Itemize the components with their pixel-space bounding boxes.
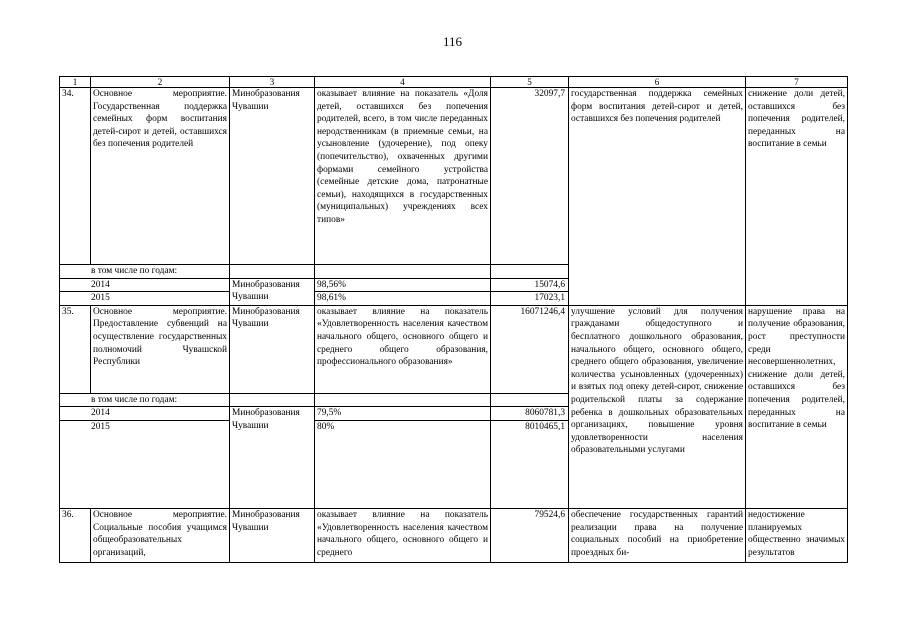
risk: снижение доли детей, оставшихся без попечения родителей, переданных на воспитание в семьи [746, 88, 848, 306]
indicator: оказывает влияние на показатель «Удовлетворенность населения качеством начального общего, основного общего и среднего [315, 508, 491, 562]
amount: 16071246,4 [491, 305, 569, 393]
col-header: 3 [230, 77, 315, 88]
expected-result: обеспечение государственных гарантий реализации права на получение социальных пособий на приобретение проездных би- [569, 508, 746, 562]
row-number: 34. [60, 88, 91, 265]
table-row [60, 305, 848, 393]
amount: 17023,1 [491, 292, 569, 306]
measures-table [59, 76, 848, 563]
risk: недостижение планируемых общественно значимых результатов [746, 508, 848, 562]
col-header: 4 [315, 77, 491, 88]
row-number: 35. [60, 305, 91, 393]
indicator-value: 98,56% [315, 278, 491, 292]
expected-result: государственная поддержка семейных форм воспитания детей-сирот и детей, оставшихся без попечения родителей [569, 88, 746, 306]
indicator-value: 79,5% [315, 407, 491, 421]
indicator [315, 393, 491, 407]
event-name: Основное мероприятие. Государственная поддержка семейных форм воспитания детей-сирот и детей, оставшихся без попечения родителей [91, 88, 230, 265]
executor: Минобразования Чувашии [230, 88, 315, 265]
amount [491, 393, 569, 407]
year: 2015 [60, 292, 230, 306]
indicator-value: 80% [315, 420, 491, 508]
page-number: 116 [442, 34, 463, 49]
indicator [315, 265, 491, 279]
amount: 8060781,3 [491, 407, 569, 421]
indicator: оказывает влияние на показатель «Доля детей, оставшихся без попечения родителей, всего, в том числе переданных неродственникам (в приемные семьи, на усыновление (удочерение), под опеку (попечительство), охваченных другими формами семейного устройства (семейные детские дома, патронатные семьи), находящихся в государственных (муниципальных) учреждениях всех типов» [315, 88, 491, 265]
col-header: 6 [569, 77, 746, 88]
col-header: 1 [60, 77, 91, 88]
by-years-label: в том числе по годам: [60, 393, 230, 407]
row-number: 36. [60, 508, 91, 562]
header-row [60, 77, 848, 88]
executor [230, 265, 315, 279]
executor: Минобразования Чувашии [230, 305, 315, 393]
executor: Минобразования Чувашии [230, 407, 315, 509]
amount: 79524,6 [491, 508, 569, 562]
col-header: 2 [91, 77, 230, 88]
event-name: Основное мероприятие. Социальные пособия учащимся общеобразовательных организаций, [91, 508, 230, 562]
risk: нарушение права на получение образования, рост преступности среди несовершеннолетних, снижение доли детей, оставшихся без попечения родителей, переданных на воспитание в семьи [746, 305, 848, 508]
amount: 32097,7 [491, 88, 569, 265]
executor: Минобразования Чувашии [230, 278, 315, 305]
executor: Минобразования Чувашии [230, 508, 315, 562]
table-row [60, 508, 848, 562]
amount: 15074,6 [491, 278, 569, 292]
amount [491, 265, 569, 279]
indicator: оказывает влияние на показатель «Удовлетворенность населения качеством начального общего, основного общего и среднего общего образования, профессионального образования» [315, 305, 491, 393]
expected-result: улучшение условий для получения гражданами общедоступного и бесплатного дошкольного образования, начального общего, основного общего, среднего общего образования, увеличение количества усыновленных (удочеренных) и взятых под опеку детей-сирот, снижение родительской платы за содержание ребенка в дошкольных образовательных организациях, повышение уровня удовлетворенности населения образовательными услугами [569, 305, 746, 508]
by-years-label: в том числе по годам: [60, 265, 230, 279]
year: 2015 [60, 420, 230, 508]
executor [230, 393, 315, 407]
amount: 8010465,1 [491, 420, 569, 508]
col-header: 7 [746, 77, 848, 88]
table-row [60, 88, 848, 265]
event-name: Основное мероприятие. Предоставление субвенций на осуществление государственных полномочий Чувашской Республики [91, 305, 230, 393]
indicator-value: 98,61% [315, 292, 491, 306]
year: 2014 [60, 407, 230, 421]
year: 2014 [60, 278, 230, 292]
col-header: 5 [491, 77, 569, 88]
